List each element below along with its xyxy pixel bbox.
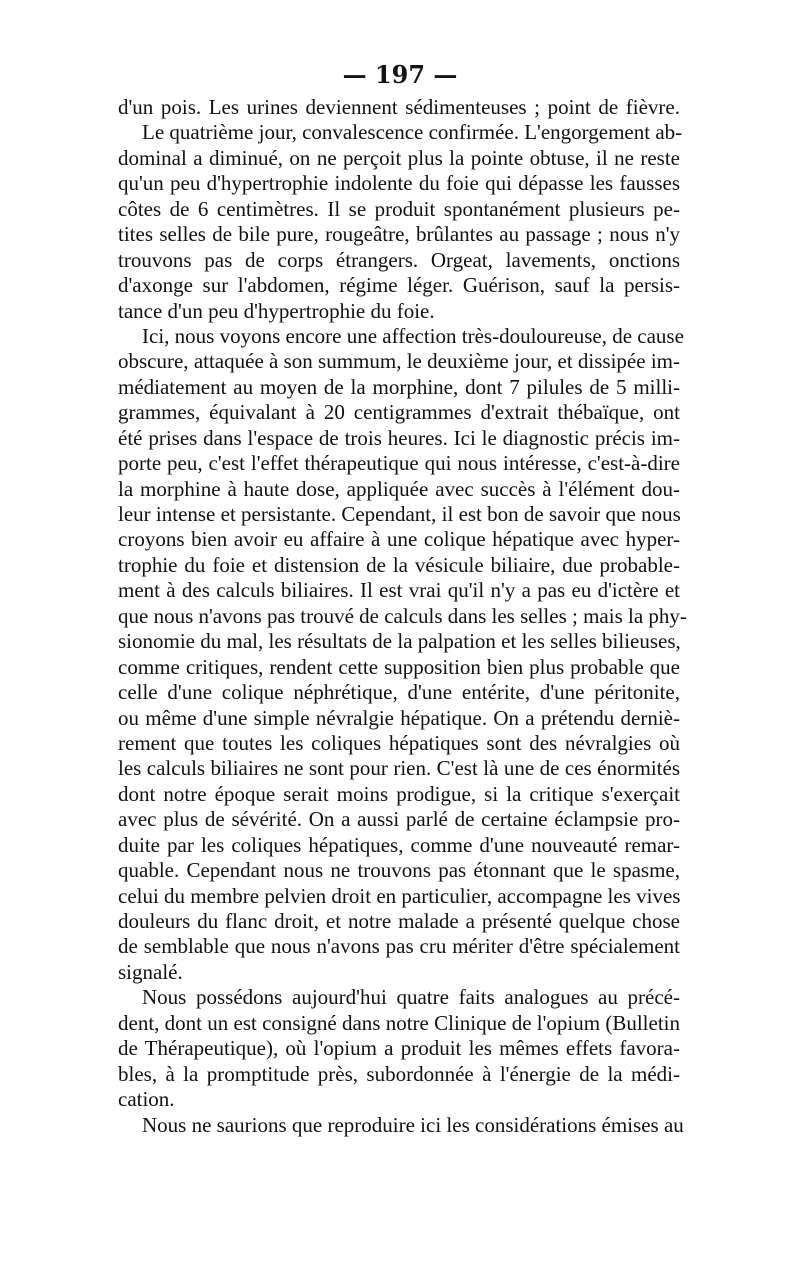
text-line: Le quatrième jour, convalescence confirmée. L'engorgement ab-	[142, 120, 683, 145]
text-line: croyons bien avoir eu affaire à une colique hépatique avec hyper-	[118, 527, 680, 552]
text-line: celle d'une colique néphrétique, d'une entérite, d'une péritonite,	[118, 680, 680, 705]
text-line: de Thérapeutique), où l'opium a produit les mêmes effets favora-	[118, 1036, 680, 1061]
text-line: côtes de 6 centimètres. Il se produit spontanément plusieurs pe-	[118, 196, 680, 221]
text-line: dominal a diminué, on ne perçoit plus la pointe obtuse, il ne reste	[118, 145, 680, 170]
text-line: dont notre époque serait moins prodigue, si la critique s'exerçait	[118, 781, 680, 806]
text-line: obscure, attaquée à son summum, le deuxième jour, et dissipée im-	[118, 349, 680, 374]
text-line: de semblable que nous n'avons pas cru mériter d'être spécialement	[118, 934, 680, 959]
text-line: quable. Cependant nous ne trouvons pas étonnant que le spasme,	[118, 858, 680, 883]
text-line: Nous ne saurions que reproduire ici les considérations émises au	[142, 1112, 684, 1137]
text-line: été prises dans l'espace de trois heures. Ici le diagnostic précis im-	[118, 425, 680, 450]
text-line: médiatement au moyen de la morphine, dont 7 pilules de 5 milli-	[118, 374, 680, 399]
text-line: leur intense et persistante. Cependant, il est bon de savoir que nous	[118, 502, 681, 526]
body-text	[118, 95, 687, 1138]
text-line: douleurs du flanc droit, et notre malade a présenté quelque chose	[118, 909, 680, 933]
text-line: duite par les coliques hépatiques, comme d'une nouveauté remar-	[118, 832, 680, 857]
text-line: bles, à la promptitude près, subordonnée à l'énergie de la médi-	[118, 1061, 680, 1086]
paragraph	[118, 323, 687, 985]
text-line: cation.	[118, 1087, 175, 1112]
text-line: ment à des calculs biliaires. Il est vrai qu'il n'y a pas eu d'ictère et	[118, 578, 680, 603]
text-line: ou même d'une simple névralgie hépatique. On a prétendu derniè-	[118, 705, 680, 730]
text-line: Ici, nous voyons encore une affection très-douloureuse, de cause	[142, 323, 684, 348]
paragraph	[118, 1112, 684, 1138]
text-line: rement que toutes les coliques hépatiques sont des névralgies où	[118, 730, 680, 755]
text-line: d'un pois. Les urines deviennent sédimenteuses ; point de fièvre.	[118, 95, 680, 119]
text-line: avec plus de sévérité. On a aussi parlé de certaine éclampsie pro-	[118, 807, 680, 832]
page-number: — 197 —	[342, 60, 458, 89]
text-line: dent, dont un est consigné dans notre Clinique de l'opium (Bulletin	[118, 1010, 680, 1035]
text-line: celui du membre pelvien droit en particulier, accompagne les vives	[118, 883, 681, 908]
paragraph	[118, 985, 680, 1112]
text-line: signalé.	[118, 959, 183, 984]
text-line: qu'un peu d'hypertrophie indolente du foie qui dépasse les fausses	[118, 171, 680, 196]
text-line: les calculs biliaires ne sont pour rien. C'est là une de ces énormités	[118, 756, 680, 781]
text-line: Nous possédons aujourd'hui quatre faits analogues au précé-	[142, 985, 680, 1010]
text-line: tance d'un peu d'hypertrophie du foie.	[118, 298, 435, 323]
text-line: que nous n'avons pas trouvé de calculs dans les selles ; mais la phy-	[118, 603, 687, 628]
text-line: porte peu, c'est l'effet thérapeutique qui nous intéresse, c'est-à-dire	[118, 451, 680, 476]
text-line: tites selles de bile pure, rougeâtre, brûlantes au passage ; nous n'y	[118, 222, 680, 247]
text-line: la morphine à haute dose, appliquée avec succès à l'élément dou-	[118, 476, 680, 501]
text-line: grammes, équivalant à 20 centigrammes d'extrait thébaïque, ont	[118, 400, 680, 425]
text-line: trouvons pas de corps étrangers. Orgeat, lavements, onctions	[118, 247, 680, 272]
paragraph	[118, 120, 683, 324]
text-line: sionomie du mal, les résultats de la palpation et les selles bilieuses,	[118, 629, 681, 654]
text-line: trophie du foie et distension de la vésicule biliaire, due probable-	[118, 552, 680, 577]
text-line: comme critiques, rendent cette supposition bien plus probable que	[118, 654, 680, 679]
text-line: d'axonge sur l'abdomen, régime léger. Guérison, sauf la persis-	[118, 273, 680, 298]
paragraph	[118, 95, 680, 120]
